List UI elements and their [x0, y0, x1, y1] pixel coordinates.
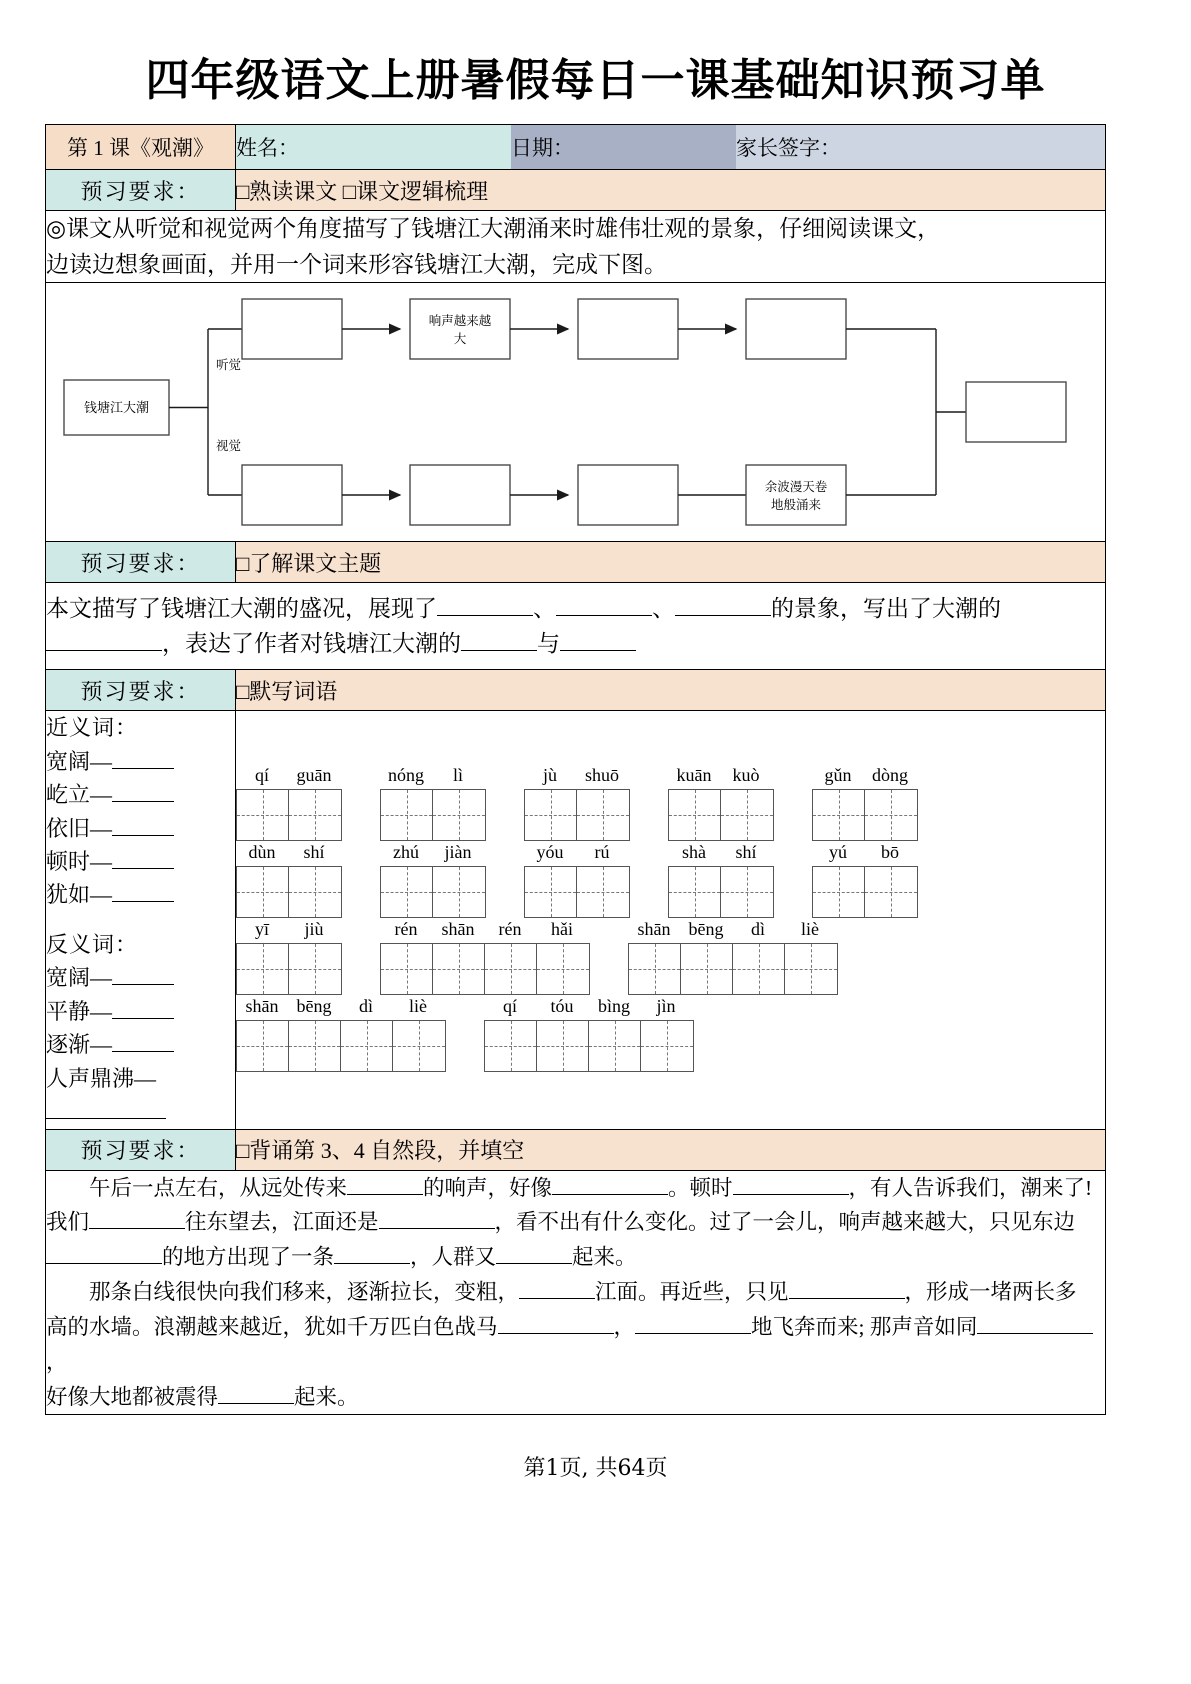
character-grid-box[interactable]: [380, 943, 590, 995]
pinyin-syllable: rén: [498, 918, 522, 939]
antonym-item: [46, 961, 235, 994]
parent-signature-field[interactable]: 家长签字：: [736, 125, 1105, 169]
character-grid-cell[interactable]: [381, 867, 433, 917]
character-grid-cell[interactable]: [485, 1021, 537, 1071]
recite-text-17: ，: [46, 1349, 68, 1374]
pinyin-labels: [668, 766, 772, 789]
pinyin-labels: [628, 920, 836, 943]
character-grid-cell[interactable]: [629, 944, 681, 994]
character-grid-cell[interactable]: [433, 944, 485, 994]
pinyin-row: [236, 997, 1105, 1072]
pinyin-syllable: kuān: [676, 765, 712, 786]
diagram-branch-label-auditory: 听觉: [216, 357, 242, 373]
blank-theme-4[interactable]: [46, 650, 162, 651]
antonym-label-3: 人声鼎沸—: [46, 1065, 157, 1091]
pinyin-syllable: zhú: [393, 842, 419, 863]
requirement-value-1[interactable]: □熟读课文 □课文逻辑梳理: [236, 170, 1106, 211]
pinyin-word-group: [236, 997, 446, 1072]
recite-paragraph-1: [46, 1171, 1105, 1206]
pinyin-labels: [236, 766, 340, 789]
blank-antonym-1[interactable]: [112, 1018, 174, 1019]
character-grid-box[interactable]: [380, 789, 486, 841]
character-grid-cell[interactable]: [289, 944, 341, 994]
pinyin-rows-container: [236, 766, 1105, 1071]
blank-theme-2[interactable]: [556, 615, 652, 616]
character-grid-box[interactable]: [668, 866, 774, 918]
recite-text-2: 的响声，好像: [423, 1175, 553, 1200]
pinyin-syllable: liè: [409, 995, 427, 1016]
recite-paragraph-1b: [46, 1205, 1105, 1240]
recite-paragraph-1c: [46, 1240, 1105, 1275]
recite-paragraph-2b: [46, 1310, 1105, 1380]
character-grid-cell[interactable]: [813, 867, 865, 917]
pinyin-syllable: shuō: [584, 765, 619, 786]
character-grid-cell[interactable]: [733, 944, 785, 994]
date-field[interactable]: 日期：: [511, 125, 736, 169]
diagram-box-top-2-label-line1: 响声越来越: [428, 313, 492, 329]
blank-theme-1[interactable]: [437, 615, 533, 616]
character-grid-cell[interactable]: [721, 790, 773, 840]
antonym-heading: 反义词：: [46, 931, 139, 957]
blank-recite-1[interactable]: [347, 1194, 423, 1195]
pinyin-labels: [380, 843, 484, 866]
recite-cell: [46, 1170, 1106, 1415]
recite-text-15: ，: [613, 1314, 636, 1339]
theme-line-2: [46, 626, 1105, 662]
pinyin-labels: [236, 843, 340, 866]
pinyin-syllable: shān: [637, 918, 671, 939]
character-grid-cell[interactable]: [237, 1021, 289, 1071]
pinyin-syllable: jiù: [304, 918, 324, 939]
diagram-box-top-3[interactable]: [578, 299, 678, 359]
recite-text-6: 往东望去，江面还是: [185, 1210, 379, 1235]
pinyin-syllable: lì: [452, 765, 463, 786]
antonym-item: [46, 1062, 235, 1095]
pinyin-word-group: [812, 766, 918, 841]
diagram-box-top-2: [410, 299, 510, 359]
synonym-label-3: 顿时—: [46, 849, 113, 875]
antonym-item: [46, 995, 235, 1028]
recite-text-4: ，有人告诉我们，潮来了!: [848, 1175, 1093, 1200]
pinyin-word-group: [380, 920, 590, 995]
blank-recite-14[interactable]: [218, 1403, 294, 1404]
blank-synonym-0[interactable]: [112, 768, 174, 769]
theme-text-2: 、: [533, 595, 556, 621]
diagram-box-bottom-4-label-line1: 余波漫天卷: [764, 479, 828, 495]
diagram-box-bottom-4-label-line2: 地般涌来: [770, 497, 822, 513]
character-grid-box[interactable]: [812, 866, 918, 918]
character-grid-cell[interactable]: [537, 1021, 589, 1071]
lesson-title-cell: 第 1 课《观潮》: [46, 125, 236, 170]
blank-antonym-3[interactable]: [46, 1118, 166, 1119]
pinyin-labels: [668, 843, 772, 866]
pinyin-syllable: qí: [502, 995, 517, 1016]
pinyin-syllable: bìng: [597, 995, 630, 1016]
pinyin-labels: [236, 920, 340, 943]
blank-recite-9[interactable]: [519, 1298, 595, 1299]
requirement-label-2: 预习要求：: [46, 542, 236, 583]
student-info-row: [46, 125, 1106, 170]
recite-text-9: ，人群又: [410, 1245, 497, 1270]
requirement-row-4: [46, 1129, 1106, 1170]
diagram-root-label: 钱塘江大潮: [83, 401, 150, 417]
pinyin-syllable: dòng: [872, 765, 908, 786]
theme-cell: [46, 583, 1106, 670]
character-grid-cell[interactable]: [237, 944, 289, 994]
character-grid-cell[interactable]: [577, 867, 629, 917]
character-grid-box[interactable]: [236, 943, 342, 995]
pinyin-word-group: [236, 766, 342, 841]
theme-text-4: 的景象，写出了大潮的: [771, 595, 1001, 621]
pinyin-syllable: jìn: [656, 995, 676, 1016]
pinyin-syllable: yú: [829, 842, 847, 863]
blank-recite-7[interactable]: [334, 1263, 410, 1264]
diagram-cell: [46, 283, 1106, 542]
character-grid-cell[interactable]: [721, 867, 773, 917]
character-grid-box[interactable]: [236, 1020, 446, 1072]
pinyin-labels: [524, 843, 628, 866]
diagram-box-bottom-3[interactable]: [578, 465, 678, 525]
pinyin-syllable: dì: [750, 918, 765, 939]
pinyin-syllable: tóu: [550, 995, 574, 1016]
character-grid-cell[interactable]: [289, 1021, 341, 1071]
pinyin-syllable: yóu: [536, 842, 564, 863]
pinyin-word-group: [524, 843, 630, 918]
recite-text-13: ，形成一堵两长多: [904, 1280, 1077, 1305]
pinyin-word-group: [236, 843, 342, 918]
character-grid-cell[interactable]: [813, 790, 865, 840]
pinyin-word-group: [380, 843, 486, 918]
antonym-label-2: 逐渐—: [46, 1032, 113, 1058]
pinyin-row: [236, 920, 1105, 995]
character-grid-box[interactable]: [628, 943, 838, 995]
recite-text-11: 那条白线很快向我们移来，逐渐拉长，变粗，: [89, 1280, 520, 1305]
blank-theme-6[interactable]: [560, 650, 636, 651]
pinyin-word-group: [668, 843, 774, 918]
spacer: [46, 912, 235, 928]
pinyin-syllable: shān: [245, 995, 279, 1016]
recite-text-8: 的地方出现了一条: [162, 1245, 335, 1270]
diagram-box-final[interactable]: [966, 382, 1066, 442]
requirement-value-2[interactable]: □了解课文主题: [236, 542, 1106, 583]
character-grid-cell[interactable]: [681, 944, 733, 994]
blank-recite-4[interactable]: [89, 1228, 185, 1229]
theme-text-5: ，表达了作者对钱塘江大潮的: [162, 631, 461, 657]
character-grid-cell[interactable]: [433, 790, 485, 840]
pinyin-word-group: [484, 997, 694, 1072]
diagram-box-top-4[interactable]: [746, 299, 846, 359]
words-row: [46, 711, 1106, 1129]
pinyin-syllable: dì: [358, 995, 373, 1016]
character-grid-box[interactable]: [484, 1020, 694, 1072]
character-grid-cell[interactable]: [525, 790, 577, 840]
pinyin-row: [236, 766, 1105, 841]
character-grid-cell[interactable]: [589, 1021, 641, 1071]
blank-recite-3[interactable]: [733, 1194, 849, 1195]
blank-synonym-3[interactable]: [112, 868, 174, 869]
synonym-label-1: 屹立—: [46, 782, 113, 808]
character-grid-cell[interactable]: [393, 1021, 445, 1071]
synonym-item: [46, 878, 235, 911]
requirement-label-3: 预习要求：: [46, 670, 236, 711]
pinyin-syllable: shí: [303, 842, 325, 863]
page-title: 四年级语文上册暑假每日一课基础知识预习单: [145, 55, 1046, 106]
synonym-item: [46, 812, 235, 845]
pinyin-syllable: jù: [542, 765, 557, 786]
antonym-label-0: 宽阔—: [46, 965, 113, 991]
character-grid-cell[interactable]: [785, 944, 837, 994]
recite-text-19: 起来。: [294, 1384, 359, 1409]
pinyin-syllable: kuò: [732, 765, 760, 786]
pinyin-syllable: gǔn: [824, 765, 852, 786]
pinyin-labels: [484, 997, 692, 1020]
pinyin-syllable: shí: [735, 842, 757, 863]
blank-recite-5[interactable]: [379, 1228, 495, 1229]
pinyin-syllable: nóng: [388, 765, 424, 786]
recite-text-18: 好像大地都被震得: [46, 1384, 219, 1409]
character-grid-cell[interactable]: [433, 867, 485, 917]
synonym-item: [46, 745, 235, 778]
blank-recite-10[interactable]: [789, 1298, 905, 1299]
synonym-heading: 近义词：: [46, 715, 139, 741]
pinyin-word-group: [524, 766, 630, 841]
name-field[interactable]: 姓名：: [236, 125, 511, 169]
requirement-value-4[interactable]: □背诵第 3、4 自然段，并填空: [236, 1129, 1106, 1170]
pinyin-syllable: shà: [682, 842, 706, 863]
page-footer: 第1页, 共64页: [523, 1456, 668, 1482]
recite-text-1: 午后一点左右，从远处传来: [89, 1175, 348, 1200]
pinyin-word-group: [628, 920, 838, 995]
theme-row: [46, 583, 1106, 670]
character-grid-cell[interactable]: [525, 867, 577, 917]
pinyin-syllable: hǎi: [551, 918, 573, 939]
synonym-item: [46, 845, 235, 878]
character-grid-cell[interactable]: [577, 790, 629, 840]
prompt-line-2: 边读边想象画面，并用一个词来形容钱塘江大潮，完成下图。: [46, 251, 667, 277]
requirement-row-1: [46, 170, 1106, 211]
pinyin-syllable: qí: [254, 765, 269, 786]
prompt-row: [46, 211, 1106, 283]
recite-paragraph-2: [46, 1275, 1105, 1310]
character-grid-cell[interactable]: [669, 790, 721, 840]
pinyin-word-group: [668, 766, 774, 841]
diagram-box-top-2-label-line2: 大: [453, 331, 467, 347]
blank-recite-8[interactable]: [496, 1263, 572, 1264]
pinyin-syllable: bō: [881, 842, 899, 863]
character-grid-cell[interactable]: [289, 867, 341, 917]
pinyin-grid-panel: [236, 711, 1106, 1129]
requirement-value-3[interactable]: □默写词语: [236, 670, 1106, 711]
pinyin-labels: [380, 920, 588, 943]
character-grid-cell[interactable]: [237, 790, 289, 840]
diagram-box-bottom-4: [746, 465, 846, 525]
blank-synonym-1[interactable]: [112, 801, 174, 802]
character-grid-cell[interactable]: [641, 1021, 693, 1071]
recite-text-12: 江面。再近些，只见: [595, 1280, 789, 1305]
blank-recite-13[interactable]: [977, 1333, 1093, 1334]
character-grid-cell[interactable]: [669, 867, 721, 917]
pinyin-syllable: dùn: [248, 842, 276, 863]
antonym-item: [46, 1095, 235, 1128]
pinyin-syllable: shān: [441, 918, 475, 939]
diagram-box-bottom-2[interactable]: [410, 465, 510, 525]
prompt-cell: [46, 211, 1106, 283]
blank-synonym-4[interactable]: [112, 901, 174, 902]
recite-paragraph-2c: [46, 1380, 1105, 1415]
pinyin-syllable: rén: [394, 918, 418, 939]
pinyin-syllable: bēng: [296, 995, 332, 1016]
synonym-label-2: 依旧—: [46, 815, 113, 841]
recite-text-7: ，看不出有什么变化。过了一会儿，响声越来越大，只见东边: [494, 1210, 1076, 1235]
diagram-box-top-1[interactable]: [242, 299, 342, 359]
requirement-row-2: [46, 542, 1106, 583]
recite-text-3: 。顿时: [668, 1175, 733, 1200]
pinyin-syllable: liè: [801, 918, 819, 939]
character-grid-cell[interactable]: [865, 867, 917, 917]
character-grid-box[interactable]: [236, 789, 342, 841]
blank-recite-6[interactable]: [46, 1263, 162, 1264]
character-grid-box[interactable]: [812, 789, 918, 841]
blank-recite-11[interactable]: [498, 1333, 614, 1334]
diagram-box-bottom-1[interactable]: [242, 465, 342, 525]
blank-recite-12[interactable]: [635, 1333, 751, 1334]
synonym-item: [46, 778, 235, 811]
character-grid-box[interactable]: [524, 789, 630, 841]
diagram-branch-label-visual: 视觉: [216, 438, 242, 454]
character-grid-cell[interactable]: [237, 867, 289, 917]
character-grid-box[interactable]: [668, 789, 774, 841]
prompt-line-1: ◎课文从听觉和视觉两个角度描写了钱塘江大潮涌来时雄伟壮观的景象，仔细阅读课文，: [46, 216, 941, 241]
pinyin-word-group: [236, 920, 342, 995]
pinyin-syllable: rú: [594, 842, 610, 863]
pinyin-word-group: [812, 843, 918, 918]
synonym-label-0: 宽阔—: [46, 748, 113, 774]
pinyin-labels: [380, 766, 484, 789]
character-grid-box[interactable]: [380, 866, 486, 918]
theme-line-1: [46, 591, 1105, 627]
word-relations-panel: [46, 711, 236, 1129]
recite-text-16: 地飞奔而来; 那声音如同: [751, 1314, 978, 1339]
theme-text-6: 与: [537, 631, 560, 657]
recite-text-10: 起来。: [572, 1245, 637, 1270]
theme-text-3: 、: [652, 595, 675, 621]
recite-row: [46, 1170, 1106, 1415]
pinyin-row: [236, 843, 1105, 918]
blank-antonym-2[interactable]: [112, 1051, 174, 1052]
character-grid-cell[interactable]: [537, 944, 589, 994]
blank-theme-3[interactable]: [675, 615, 771, 616]
recite-text-14: 高的水墙。浪潮越来越近，犹如千万匹白色战马: [46, 1314, 498, 1339]
antonym-label-1: 平静—: [46, 998, 113, 1024]
character-grid-cell[interactable]: [381, 790, 433, 840]
blank-recite-2[interactable]: [552, 1194, 668, 1195]
synonym-label-4: 犹如—: [46, 882, 113, 908]
pinyin-labels: [812, 843, 916, 866]
requirement-row-3: [46, 670, 1106, 711]
pinyin-syllable: bēng: [688, 918, 724, 939]
pinyin-syllable: yī: [254, 918, 269, 939]
blank-theme-5[interactable]: [461, 650, 537, 651]
pinyin-labels: [524, 766, 628, 789]
worksheet-table: [45, 124, 1106, 1415]
character-grid-box[interactable]: [524, 866, 630, 918]
pinyin-word-group: [380, 766, 486, 841]
blank-antonym-0[interactable]: [112, 984, 174, 985]
pinyin-syllable: guān: [296, 765, 332, 786]
blank-synonym-2[interactable]: [112, 835, 174, 836]
pinyin-labels: [236, 997, 444, 1020]
theme-text-1: 本文描写了钱塘江大潮的盛况，展现了: [46, 595, 437, 621]
requirement-label-1: 预习要求：: [46, 170, 236, 211]
character-grid-cell[interactable]: [341, 1021, 393, 1071]
character-grid-cell[interactable]: [289, 790, 341, 840]
character-grid-box[interactable]: [236, 866, 342, 918]
diagram-row: [46, 283, 1106, 542]
character-grid-cell[interactable]: [865, 790, 917, 840]
antonym-item: [46, 1028, 235, 1061]
recite-text-5: 我们: [46, 1210, 90, 1235]
flow-diagram: [46, 283, 1105, 541]
pinyin-labels: [812, 766, 916, 789]
pinyin-syllable: jiàn: [444, 842, 472, 863]
requirement-label-4: 预习要求：: [46, 1129, 236, 1170]
character-grid-cell[interactable]: [485, 944, 537, 994]
character-grid-cell[interactable]: [381, 944, 433, 994]
